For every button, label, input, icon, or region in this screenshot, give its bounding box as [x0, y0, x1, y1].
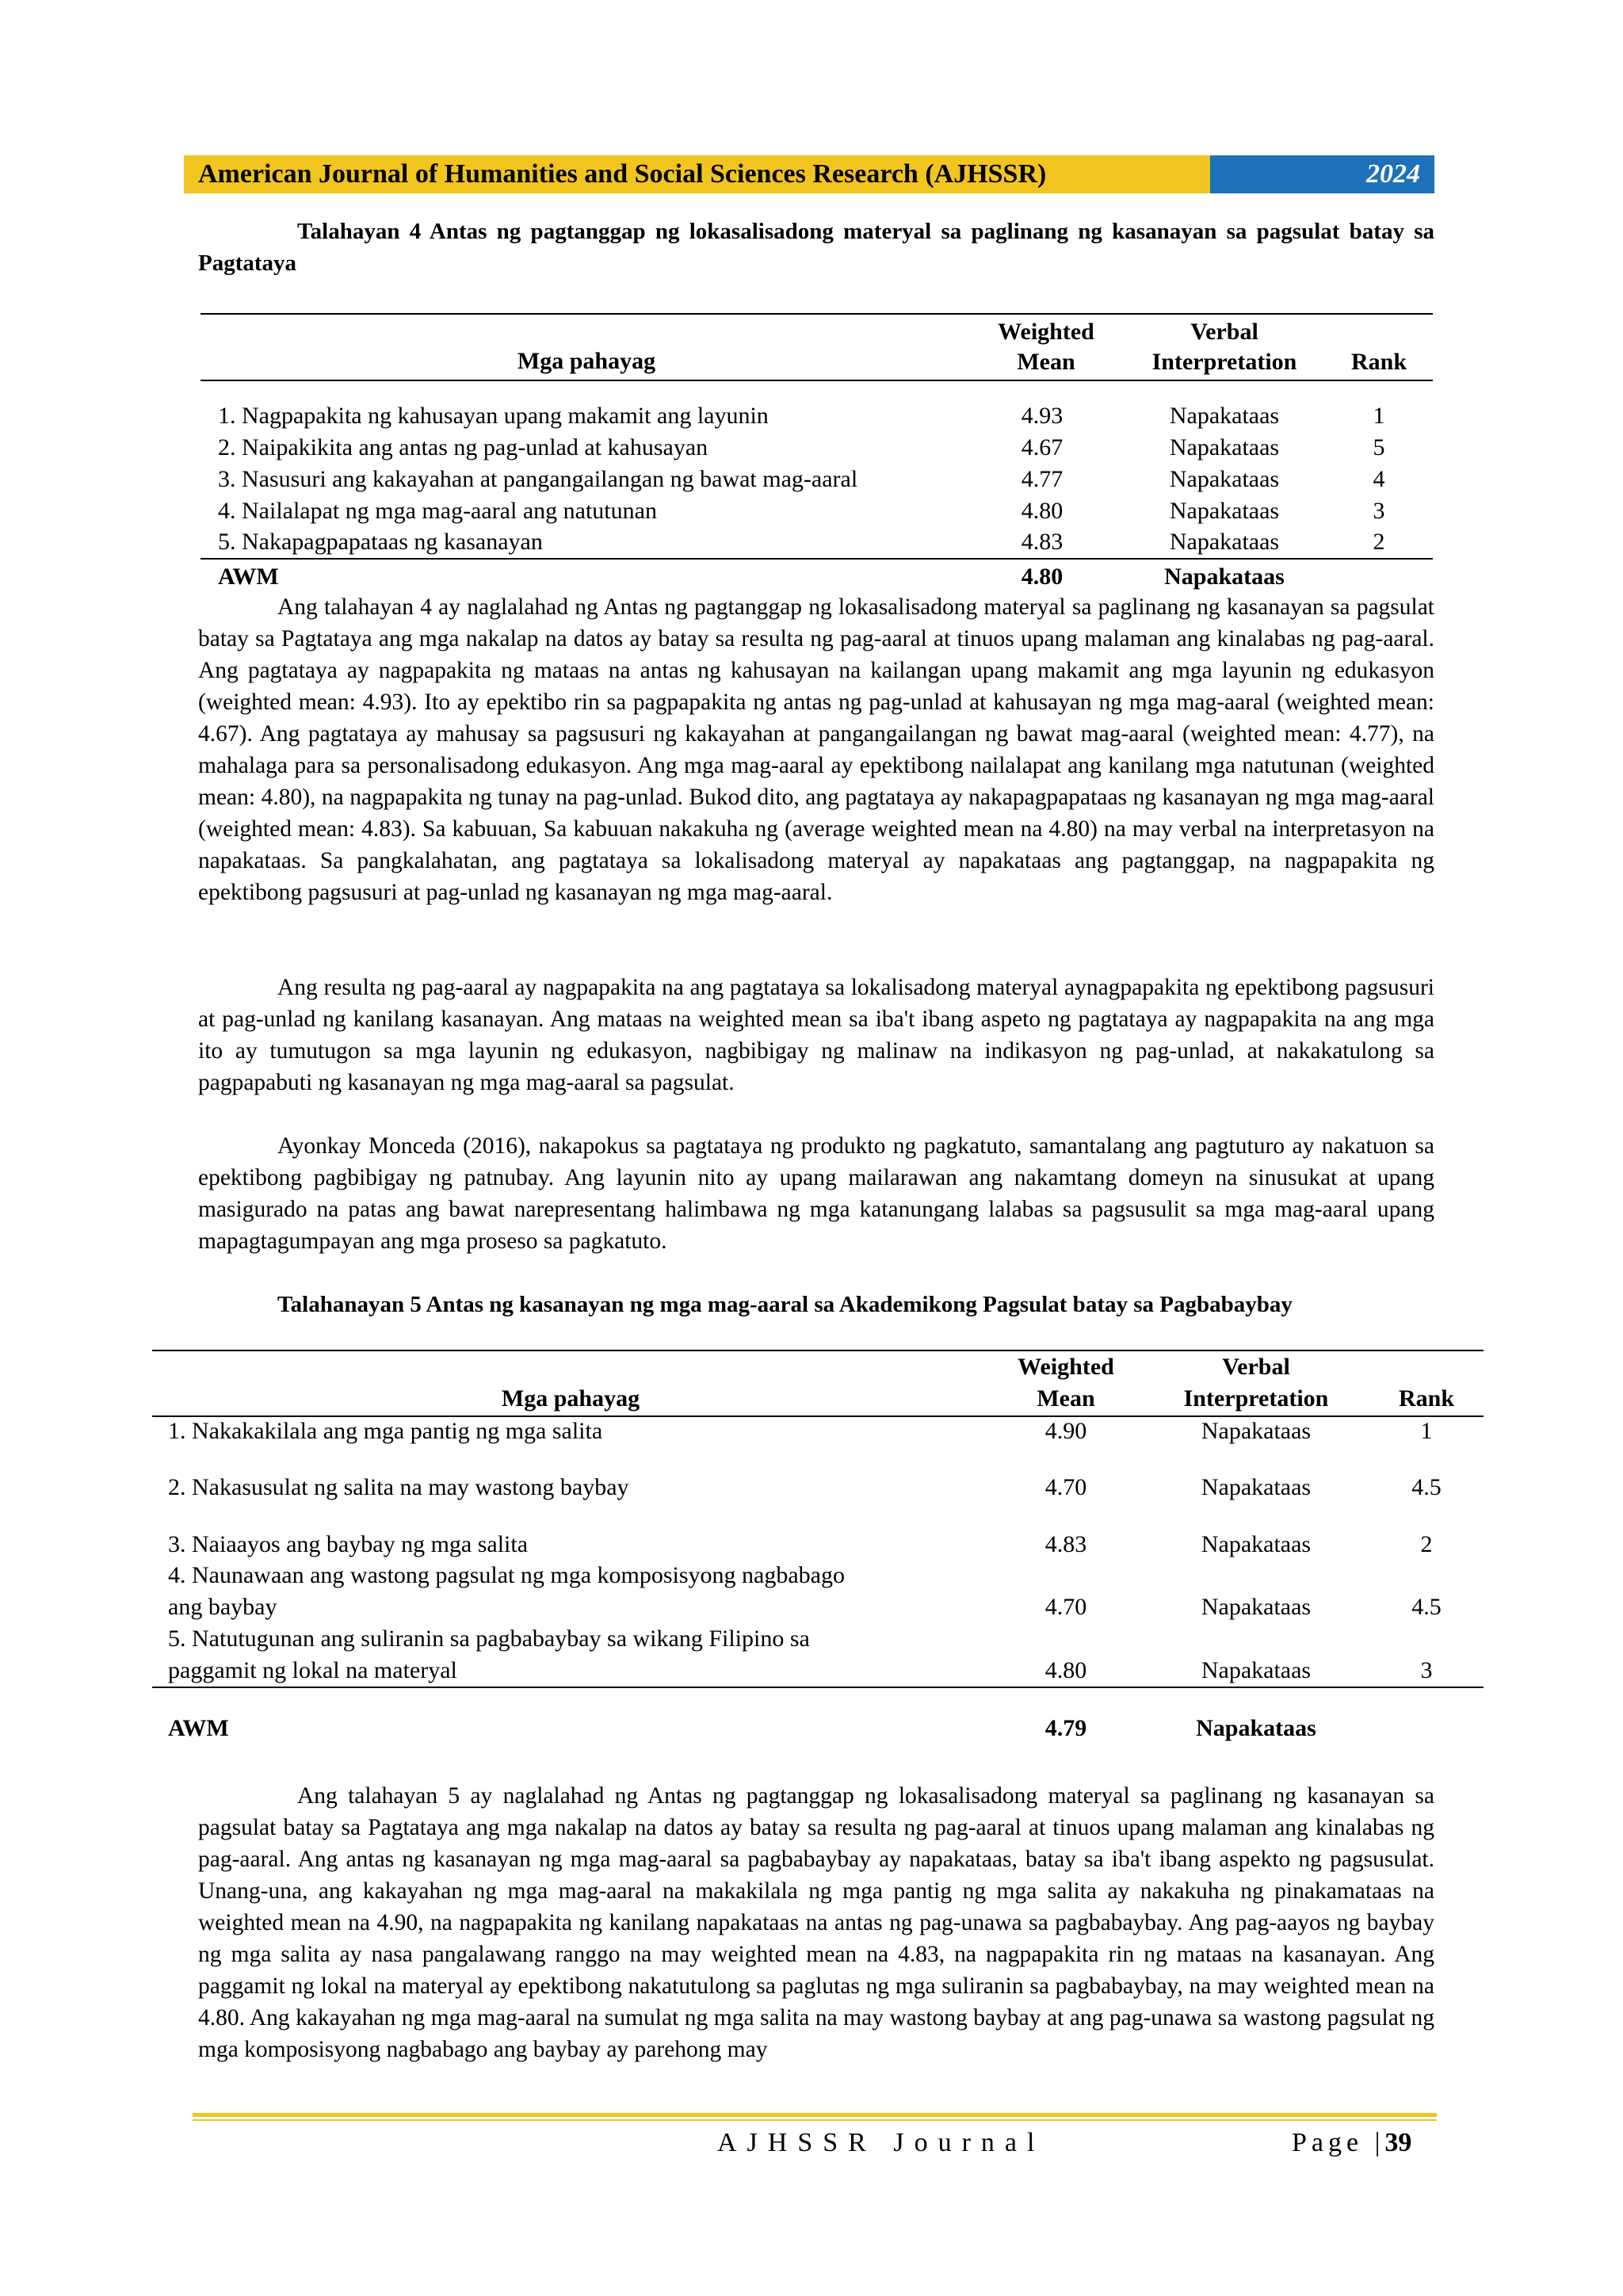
table5-header-statement: Mga pahayag	[501, 1385, 640, 1412]
table4-row-2-rank: 5	[1373, 434, 1385, 460]
table5-row-5-rank: 3	[1420, 1657, 1433, 1683]
table5-row-1-interpretation: Napakataas	[1201, 1418, 1312, 1444]
table4-row-4-statement: 4. Nailalapat ng mga mag-aaral ang natutunan	[218, 498, 657, 524]
table5-header-mean: Mean	[1037, 1385, 1095, 1412]
table4-awm-interpretation: Napakataas	[1164, 563, 1285, 590]
table4-header-verbal: Verbal	[1190, 319, 1258, 345]
footer-rule	[193, 2113, 1437, 2117]
paragraph-results: Ang resulta ng pag-aaral ay nagpapakita na ang pagtataya sa lokalisadong materyal aynagpapakita ng epektibong pagsusuri at pag-unlad ng kanilang kasanayan. Ang mataas na weighted mean sa iba't ibang aspeto ng pagtataya ay nagpapakita na ang mga ito ay tumutugon sa mga layunin ng edukasyon, nagbibigay ng malinaw na indikasyon ng pag-unlad, at nakakatulong sa pagpapabuti ng kasanayan ng mga mag-aaral sa pagsulat.	[198, 975, 1434, 1095]
table5-row-5-mean: 4.80	[1044, 1657, 1087, 1683]
table4-row-2-mean: 4.67	[1021, 434, 1064, 460]
table4-row-3-rank: 4	[1373, 466, 1385, 492]
table4-row-5-interpretation: Napakataas	[1169, 529, 1280, 555]
table4-header-rule	[200, 380, 1433, 381]
table5-row-4-mean: 4.70	[1044, 1594, 1087, 1620]
table5-row-2-mean: 4.70	[1044, 1474, 1087, 1500]
paragraph-table4-discussion: Ang talahayan 4 ay naglalahad ng Antas ng pagtanggap ng lokasalisadong materyal sa paglinang ng kasanayan sa pagsulat batay sa Pagtataya ang mga nakalap na datos ay batay sa resulta ng pag-aaral at tinuos upang malaman ang kinalabas ng pag-aaral. Ang pagtataya ay nagpapakita ng mataas na antas ng kahusayan na kailangan upang makamit ang mga layunin ng edukasyon (weighted mean: 4.93). Ito ay epektibo rin sa pagpapakita ng antas ng pag-unlad at kahusayan ng mga mag-aaral (weighted mean: 4.67). Ang pagtataya ay mahusay sa pagsusuri ng kakayahan at pangangailangan ng bawat mag-aaral (weighted mean: 4.77), na mahalaga para sa personalisadong edukasyon. Ang mga mag-aaral ay epektibong nailalapat ang kanilang mga natutunan (weighted mean: 4.80), na nagpapakita ng tunay na pag-unlad. Bukod dito, ang pagtataya ay nakapagpapataas ng kasanayan ng mga mag-aaral (weighted mean: 4.83). Sa kabuuan, Sa kabuuan nakakuha ng (average weighted mean na 4.80) na may verbal na interpretasyon na napakataas. Sa pangkalahatan, ang pagtataya sa lokalisadong materyal ay napakataas ang pagtanggap, na nagpapakita ng epektibong pagsusuri at pag-unlad ng kasanayan ng mga mag-aaral.	[198, 594, 1434, 905]
table5-row-5-statement-cont: paggamit ng lokal na materyal	[168, 1657, 457, 1683]
table5-row-4-interpretation: Napakataas	[1201, 1594, 1312, 1620]
table5-row-3-mean: 4.83	[1044, 1531, 1087, 1557]
table5-awm-mean: 4.79	[1044, 1715, 1087, 1741]
table4-header-mean: Mean	[1017, 349, 1075, 375]
table5-header-verbal: Verbal	[1222, 1354, 1290, 1380]
table4-row-5-rank: 2	[1373, 529, 1385, 555]
table4-bottom-rule	[200, 558, 1433, 560]
table4-row-4-interpretation: Napakataas	[1169, 498, 1280, 524]
table4-header-statement: Mga pahayag	[517, 348, 656, 374]
table4-row-1-statement: 1. Nagpapakita ng kahusayan upang makamit ang layunin	[218, 403, 769, 429]
table4-caption: Talahayan 4 Antas ng pagtanggap ng lokasalisadong materyal sa paglinang ng kasanayan sa pagsulat batay sa Pagtataya	[198, 219, 1434, 276]
table5-row-1-rank: 1	[1420, 1418, 1433, 1444]
table5-header-weighted: Weighted	[1018, 1354, 1114, 1380]
table5-row-1-statement: 1. Nakakakilala ang mga pantig ng mga salita	[168, 1418, 603, 1444]
table5-row-4-statement-cont: ang baybay	[168, 1594, 277, 1620]
table4-top-rule	[200, 313, 1433, 315]
table5-row-4-rank: 4.5	[1411, 1594, 1442, 1620]
table4-row-1-interpretation: Napakataas	[1169, 403, 1280, 429]
footer-rule-thin	[193, 2119, 1437, 2121]
table4-row-1-mean: 4.93	[1021, 403, 1064, 429]
table4-row-5-mean: 4.83	[1021, 529, 1064, 555]
table4-row-1-rank: 1	[1373, 403, 1385, 429]
table4-header-weighted: Weighted	[998, 319, 1094, 345]
table5-row-4-statement: 4. Naunawaan ang wastong pagsulat ng mga komposisyong nagbabago	[168, 1562, 845, 1588]
table5-row-5-statement: 5. Natutugunan ang suliranin sa pagbabaybay sa wikang Filipino sa	[168, 1626, 810, 1652]
table5-row-3-rank: 2	[1420, 1531, 1433, 1557]
table5-caption: Talahanayan 5 Antas ng kasanayan ng mga mag-aaral sa Akademikong Pagsulat batay sa Pagbabaybay	[277, 1292, 1293, 1317]
table5-top-rule	[152, 1350, 1484, 1351]
table5-row-5-interpretation: Napakataas	[1201, 1657, 1312, 1683]
table4-row-3-statement: 3. Nasusuri ang kakayahan at pangangailangan ng bawat mag-aaral	[218, 466, 858, 492]
table4-awm-label: AWM	[218, 563, 279, 590]
table4-row-3-mean: 4.77	[1021, 466, 1064, 492]
footer-page-number: 39	[1384, 2128, 1412, 2157]
footer-page-label: Page |	[1292, 2128, 1385, 2157]
journal-title: American Journal of Humanities and Social Sciences Research (AJHSSR)	[184, 155, 1210, 193]
table4-awm-mean: 4.80	[1021, 563, 1064, 590]
paragraph-monceda: Ayonkay Monceda (2016), nakapokus sa pagtataya ng produkto ng pagkatuto, samantalang ang pagtuturo ay nakatuon sa epektibong pagbibigay ng patnubay. Ang layunin nito ay upang mailarawan ang nakamtang domeyn na sinusukat at upang masigurado na patas ang bawat narepresentang halimbawa ng mga katanungang lalabas sa pagsusulit sa mga mag-aaral upang mapagtagumpayan ang mga proseso sa pagkatuto.	[198, 1133, 1434, 1254]
table4-row-5-statement: 5. Nakapagpapataas ng kasanayan	[218, 529, 543, 555]
table5-header-interpretation: Interpretation	[1183, 1385, 1329, 1412]
table5-row-2-statement: 2. Nakasusulat ng salita na may wastong baybay	[168, 1474, 629, 1500]
table4-row-2-interpretation: Napakataas	[1169, 434, 1280, 460]
table5-row-1-mean: 4.90	[1044, 1418, 1087, 1444]
table5-awm-interpretation: Napakataas	[1196, 1715, 1316, 1741]
table4-header-rank: Rank	[1350, 349, 1407, 375]
table5-row-3-statement: 3. Naiaayos ang baybay ng mga salita	[168, 1531, 529, 1557]
footer-journal: AJHSSR Journal	[717, 2128, 1045, 2157]
table5-row-2-interpretation: Napakataas	[1201, 1474, 1312, 1500]
table5-row-3-interpretation: Napakataas	[1201, 1531, 1312, 1557]
table5-row-2-rank: 4.5	[1411, 1474, 1442, 1500]
footer-page	[1292, 2124, 1411, 2162]
table5-header-rank: Rank	[1398, 1385, 1455, 1412]
table4-row-4-rank: 3	[1373, 498, 1385, 524]
table4-header-interpretation: Interpretation	[1151, 349, 1297, 375]
paragraph-table5-discussion: Ang talahayan 5 ay naglalahad ng Antas ng pagtanggap ng lokasalisadong materyal sa paglinang ng kasanayan sa pagsulat batay sa Pagtataya ang mga nakalap na datos ay batay sa resulta ng pag-aaral at tinuos upang malaman ang kinalabas ng pag-aaral. Ang antas ng kasanayan ng mga mag-aaral sa pagbabaybay ay napakataas, batay sa iba't ibang aspekto ng pagsusulat. Unang-una, ang kakayahan ng mga mag-aaral na makakilala ng mga pantig ng mga salita ay nakakuha ng pinakamataas na weighted mean na 4.90, na nagpapakita ng kanilang napakataas na antas ng pag-unawa sa pagbabaybay. Ang pag-aayos ng baybay ng mga salita ay nasa pangalawang ranggo na may weighted mean na 4.83, na nagpapakita rin ng mataas na kasanayan. Ang paggamit ng lokal na materyal ay epektibong nakatutulong sa paglutas ng mga suliranin sa pagbabaybay, na may weighted mean na 4.80. Ang kakayahan ng mga mag-aaral na sumulat ng mga salita na may wastong baybay at ang pag-unawa sa wastong pagsulat ng mga komposisyong nagbabago ang baybay ay parehong may	[198, 1783, 1434, 2062]
table4-row-4-mean: 4.80	[1021, 498, 1064, 524]
table4-row-2-statement: 2. Naipakikita ang antas ng pag-unlad at kahusayan	[218, 434, 708, 460]
table4-row-3-interpretation: Napakataas	[1169, 466, 1280, 492]
table5-bottom-rule	[152, 1687, 1484, 1688]
journal-year: 2024	[1210, 155, 1434, 193]
journal-header	[184, 155, 1434, 193]
table5-awm-label: AWM	[168, 1715, 229, 1741]
